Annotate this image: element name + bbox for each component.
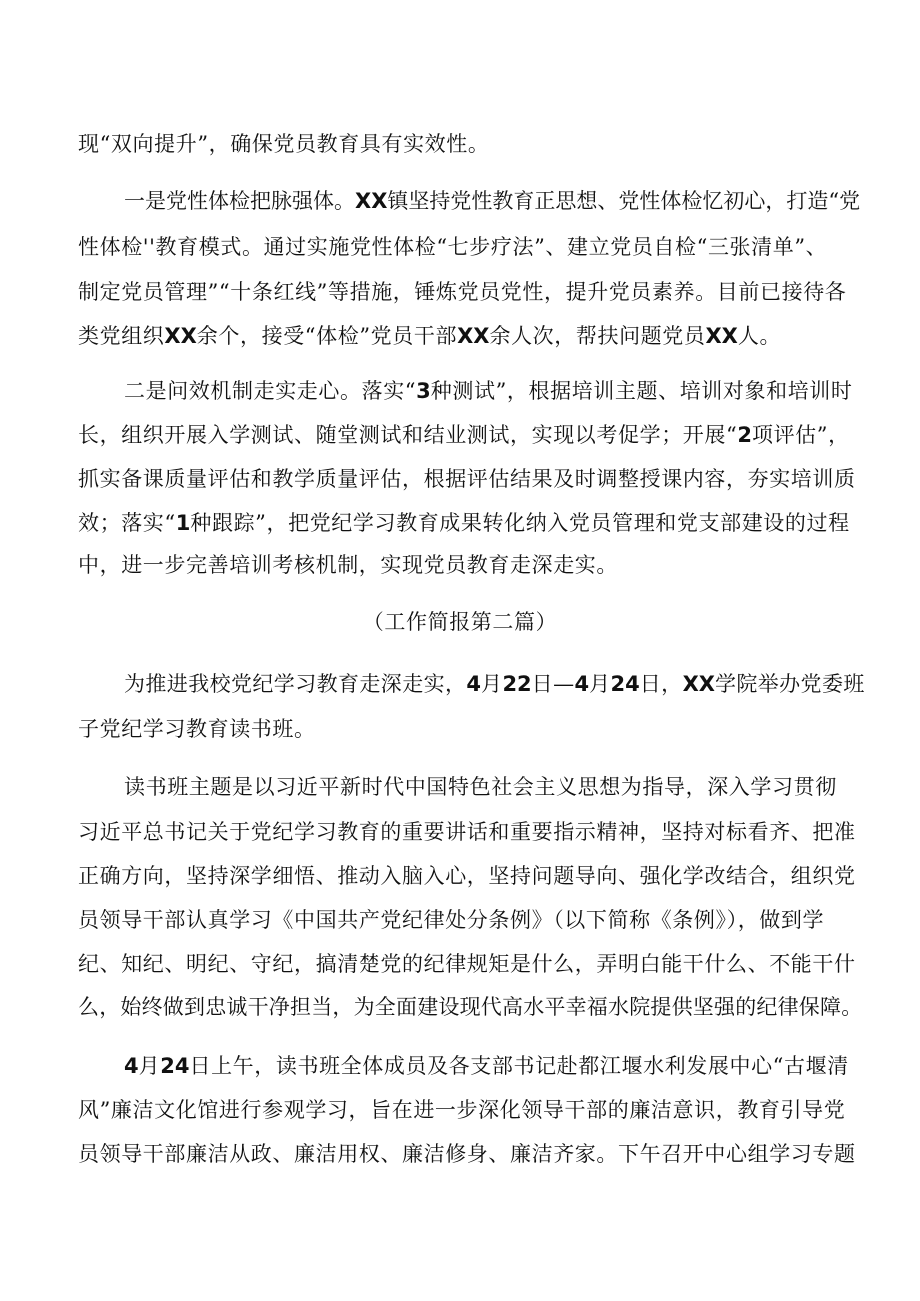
text-run: 员领导干部认真学习《中国共产党纪律处分条例》（以下简称《条例》），做到学	[78, 908, 825, 932]
paragraph-line	[78, 421, 850, 449]
text-run-bold: 24	[610, 672, 640, 696]
paragraph-line	[78, 906, 824, 934]
text-run: 现“双向提升”，确保党员教育具有实效性。	[78, 132, 490, 156]
text-run-bold: 4	[466, 672, 482, 696]
text-run: 种测试”，根据培训主题、培训对象和培训时	[430, 379, 853, 403]
paragraph-line	[124, 670, 865, 698]
paragraph-line	[78, 818, 856, 846]
paragraph-line	[78, 322, 781, 350]
paragraph-line	[124, 773, 837, 801]
paragraph-line	[78, 1140, 856, 1168]
text-run: 子党纪学习教育读书班。	[78, 717, 316, 741]
text-run-bold: XX	[164, 324, 197, 348]
text-run: 中，进一步完善培训考核机制，实现党员教育走深走实。	[78, 553, 618, 577]
paragraph-line	[78, 233, 827, 261]
text-run-bold: 22	[502, 672, 532, 696]
text-run-bold: 4	[574, 672, 590, 696]
text-run: 员领导干部廉洁从政、廉洁用权、廉洁修身、廉洁齐家。下午召开中心组学习专题	[78, 1142, 856, 1166]
text-run: 风”廉洁文化馆进行参观学习，旨在进一步深化领导干部的廉洁意识，教育引导党	[78, 1098, 846, 1122]
text-run: 正确方向，坚持深学细悟、推动入脑入心，坚持问题导向、强化学改结合，组织党	[78, 864, 856, 888]
text-run: 效；落实“	[78, 511, 176, 535]
paragraph-line	[124, 377, 853, 405]
text-run: 种跟踪”，把党纪学习教育成果转化纳入党员管理和党支部建设的过程	[190, 511, 850, 535]
text-run-bold: XX	[457, 324, 490, 348]
paragraph-line	[78, 1096, 845, 1124]
text-run: 日，	[639, 672, 683, 696]
text-run: 么，始终做到忠诚干净担当，为全面建设现代高水平幸福水院提供坚强的纪律保障。	[78, 995, 863, 1019]
text-run: 长，组织开展入学测试、随堂测试和结业测试，实现以考促学；开展“	[78, 423, 738, 447]
paragraph-line	[78, 509, 850, 537]
paragraph-line	[78, 993, 862, 1021]
text-run: 月	[138, 1054, 161, 1078]
text-run: 余个，接受“体检”党员干部	[196, 324, 458, 348]
text-run-bold: XX	[705, 324, 738, 348]
text-run-bold: 24	[160, 1054, 190, 1078]
paragraph-line	[124, 1052, 849, 1080]
text-run: 学院举办党委班	[714, 672, 865, 696]
paragraph-line	[78, 715, 316, 743]
text-run: 读书班主题是以习近平新时代中国特色社会主义思想为指导，深入学习贯彻	[124, 775, 837, 799]
paragraph-line	[78, 278, 846, 306]
paragraph-line	[78, 950, 856, 978]
text-run: 日上午，读书班全体成员及各支部书记赴都江堰水利发展中心“古堰清	[189, 1054, 849, 1078]
section-heading	[0, 608, 920, 636]
text-run: 制定党员管理”“十条红线”等措施，锤炼党员党性，提升党员素养。目前已接待各	[78, 280, 847, 304]
paragraph-line	[124, 187, 860, 215]
paragraph-line	[78, 130, 489, 158]
text-run: 一是党性体检把脉强体。	[124, 189, 355, 213]
text-run-bold: 1	[175, 511, 191, 535]
text-run-bold: 3	[416, 379, 431, 403]
text-run: 类党组织	[78, 324, 165, 348]
paragraph-line	[78, 465, 856, 493]
text-run-bold: 4	[124, 1054, 139, 1078]
text-run: 二是问效机制走实走心。落实“	[124, 379, 417, 403]
text-run: 月	[589, 672, 611, 696]
text-run: 习近平总书记关于党纪学习教育的重要讲话和重要指示精神，坚持对标看齐、把准	[78, 820, 856, 844]
text-run: 镇坚持党性教育正思想、党性体检忆初心，打造“党	[387, 189, 861, 213]
text-run-bold: 2	[737, 423, 752, 447]
text-run: 抓实备课质量评估和教学质量评估，根据评估结果及时调整授课内容，夯实培训质	[78, 467, 856, 491]
text-run-bold: XX	[355, 189, 388, 213]
heading-text: （工作简报第二篇）	[362, 610, 558, 634]
text-run: 月	[481, 672, 503, 696]
text-run: 性体检''教育模式。通过实施党性体检“七步疗法”、建立党员自检“三张清单”、	[78, 235, 828, 259]
text-run-bold: XX	[682, 672, 715, 696]
paragraph-line	[78, 862, 856, 890]
text-run: 人。	[737, 324, 782, 348]
text-run: 项评估”，	[751, 423, 850, 447]
paragraph-line	[78, 551, 618, 579]
text-run: 纪、知纪、明纪、守纪，搞清楚党的纪律规矩是什么，弄明白能干什么、不能干什	[78, 952, 856, 976]
text-run: 为推进我校党纪学习教育走深走实，	[124, 672, 467, 696]
text-run: 余人次，帮扶问题党员	[489, 324, 706, 348]
text-run: 日—	[531, 672, 575, 696]
